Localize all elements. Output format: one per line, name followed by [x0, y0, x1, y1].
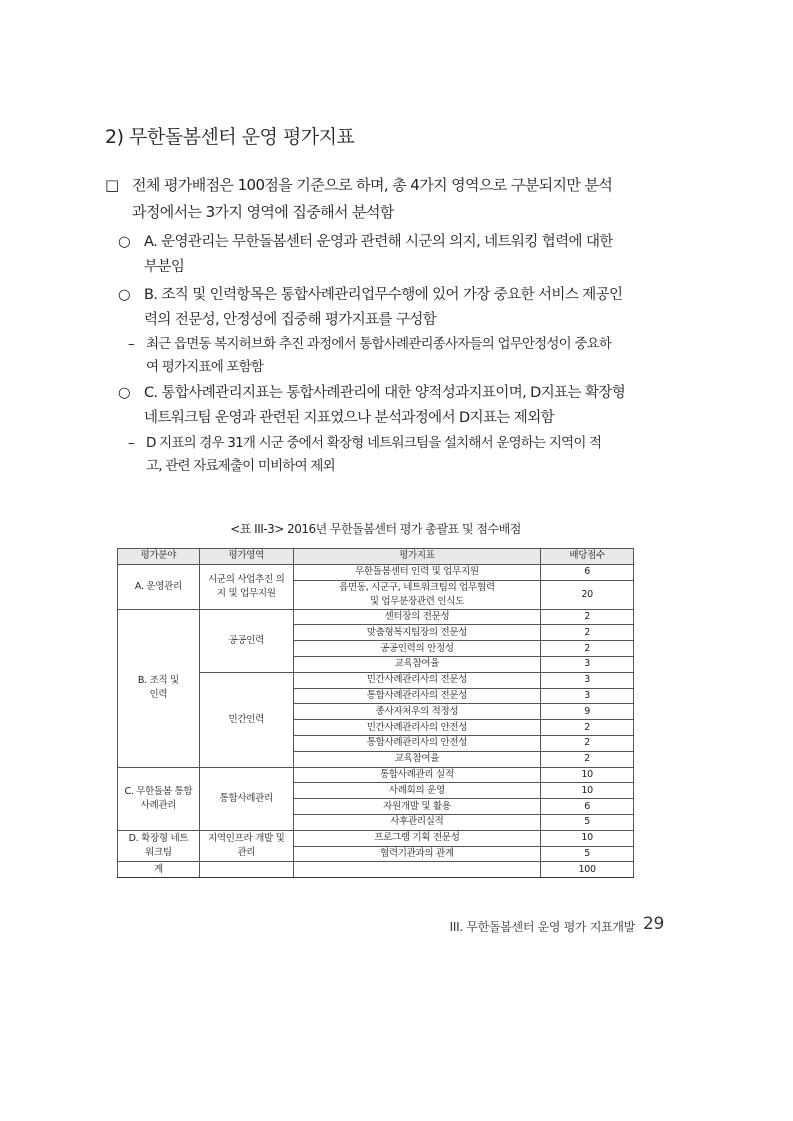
total-score: 100: [541, 862, 634, 878]
score-cell: 2: [541, 735, 634, 751]
circle-bullet-icon: ○: [118, 287, 131, 303]
header-indicator: 평가지표: [293, 549, 541, 565]
square-bullet-icon: □: [105, 176, 119, 194]
item-text-cont: 여 평가지표에 포함함: [146, 359, 264, 375]
header-field: 평가분야: [118, 549, 200, 565]
indicator-cell: 통합사례관리사의 안전성: [293, 735, 541, 751]
indicator-cell: 센터장의 전문성: [293, 609, 541, 625]
score-cell: 10: [541, 783, 634, 799]
item-text: 최근 읍면동 복지허브화 추진 과정에서 통합사례관리종사자들의 업무안정성이 중요하: [146, 336, 612, 352]
indicator-cell: 맞춤형복지팀장의 전문성: [293, 625, 541, 641]
field-b-label: B. 조직 및 인력: [137, 675, 179, 701]
table-header-row: [118, 549, 634, 565]
table-row: [118, 609, 634, 625]
intro-paragraph: [105, 172, 640, 226]
score-cell: 2: [541, 641, 634, 657]
dash-bullet-icon: –: [128, 435, 134, 451]
score-cell: 2: [541, 720, 634, 736]
score-cell: 3: [541, 656, 634, 672]
score-cell: 5: [541, 814, 634, 830]
table-caption: <표 III-3> 2016년 무한돌봄센터 평가 총괄표 및 점수배점: [230, 522, 521, 536]
total-empty-area: [199, 862, 293, 878]
item-text-cont: 부분임: [144, 258, 185, 275]
field-c: [118, 767, 200, 830]
score-cell: 3: [541, 672, 634, 688]
score-cell: 6: [541, 564, 634, 580]
score-cell: 10: [541, 830, 634, 846]
area-c: 통합사례관리: [199, 767, 293, 830]
table-row: [118, 767, 634, 783]
area-d: 지역인프라 개발 및 관리: [199, 830, 293, 862]
field-d-label: D. 확장형 네트워크팀: [128, 833, 189, 859]
area-b-private: 민간인력: [199, 672, 293, 767]
area-a: 시군의 사업추진 의지 및 업무지원: [199, 564, 293, 609]
item-text-cont: 력의 전문성, 안정성에 집중해 평가지표를 구성함: [144, 311, 437, 328]
score-cell: 3: [541, 688, 634, 704]
list-item: [118, 381, 638, 430]
list-item: [128, 333, 638, 379]
intro-line-2: 과정에서는 3가지 영역에 집중해서 분석함: [132, 203, 394, 221]
indicator-cell: 협력기관과의 관계: [293, 846, 541, 862]
score-cell: 2: [541, 625, 634, 641]
item-text: A. 운영관리는 무한돌봄센터 운영과 관련해 시군의 의지, 네트워킹 협력에 대한: [144, 234, 613, 250]
score-cell: 9: [541, 704, 634, 720]
list-item: [118, 283, 638, 332]
indicator-cell: 민간사례관리사의 전문성: [293, 672, 541, 688]
item-text: D 지표의 경우 31개 시군 중에서 확장형 네트워크팀을 설치해서 운영하는 지역이 적: [146, 435, 602, 451]
intro-line-1: 전체 평가배점은 100점을 기준으로 하며, 총 4가지 영역으로 구분되지만 분석: [132, 176, 613, 194]
item-text-cont: 고, 관련 자료제출이 미비하여 제외: [146, 458, 335, 474]
score-cell: 20: [541, 580, 634, 609]
field-b: [118, 609, 200, 767]
item-text: B. 조직 및 인력항목은 통합사례관리업무수행에 있어 가장 중요한 서비스 제공인: [144, 287, 623, 303]
indicator-cell: 교육참여율: [293, 751, 541, 767]
area-b-public: 공공인력: [199, 609, 293, 672]
circle-bullet-icon: ○: [118, 234, 131, 250]
list-item: [128, 432, 638, 478]
indicator-cell: 통합사례관리 실적: [293, 767, 541, 783]
page-number: 29: [643, 914, 665, 934]
table-row: [118, 830, 634, 846]
list-item: [118, 230, 638, 279]
total-row: [118, 862, 634, 878]
item-text-cont: 네트워크팀 운영과 관련된 지표였으나 분석과정에서 D지표는 제외함: [144, 409, 555, 426]
footer-chapter: III. 무한돌봄센터 운영 평가 지표개발: [449, 920, 635, 934]
indicator-cell: 사례회의 운영: [293, 783, 541, 799]
indicator-cell: 통합사례관리사의 전문성: [293, 688, 541, 704]
indicator-cell: 읍면동, 시군구, 네트워크팀의 업무협력 및 업무분장관련 인식도: [293, 580, 541, 609]
indicator-cell: 무한돌봄센터 인력 및 업무지원: [293, 564, 541, 580]
dash-bullet-icon: –: [128, 336, 134, 352]
indicator-cell: 민간사례관리사의 안전성: [293, 720, 541, 736]
section-title: 2) 무한돌봄센터 운영 평가지표: [105, 126, 355, 148]
total-label: 계: [118, 862, 200, 878]
header-score: 배당점수: [541, 549, 634, 565]
evaluation-table: [117, 548, 634, 878]
field-a: A. 운영관리: [118, 564, 200, 609]
circle-bullet-icon: ○: [118, 385, 131, 401]
page-footer: [449, 914, 665, 935]
header-area: 평가영역: [199, 549, 293, 565]
item-text: C. 통합사례관리지표는 통합사례관리에 대한 양적성과지표이며, D지표는 확장형: [144, 385, 626, 401]
field-d: [118, 830, 200, 862]
table-row: [118, 564, 634, 580]
score-cell: 2: [541, 751, 634, 767]
score-cell: 2: [541, 609, 634, 625]
total-empty-indicator: [293, 862, 541, 878]
indicator-cell: 공공인력의 안정성: [293, 641, 541, 657]
indicator-cell: 종사자처우의 적정성: [293, 704, 541, 720]
score-cell: 5: [541, 846, 634, 862]
score-cell: 10: [541, 767, 634, 783]
indicator-cell: 프로그램 기획 전문성: [293, 830, 541, 846]
score-cell: 6: [541, 799, 634, 815]
indicator-cell: 사후관리실적: [293, 814, 541, 830]
field-c-label: C. 무한돌봄 통합사례관리: [124, 785, 193, 811]
indicator-cell: 교육참여율: [293, 656, 541, 672]
indicator-cell: 자원개발 및 활용: [293, 799, 541, 815]
